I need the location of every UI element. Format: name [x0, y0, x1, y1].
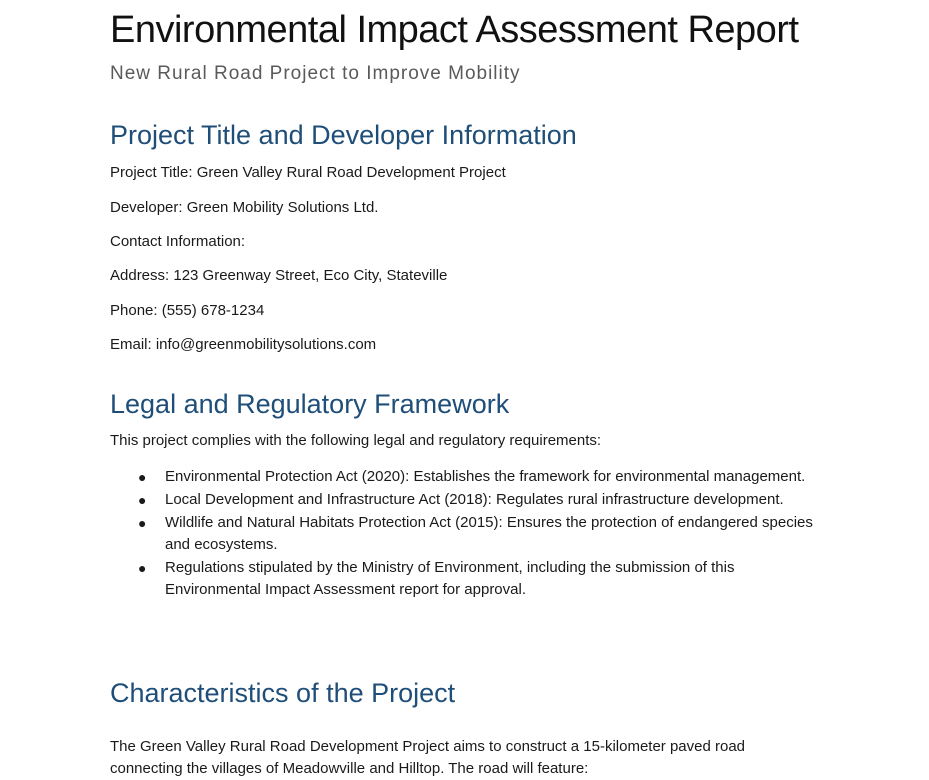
contact-info-label: Contact Information: — [110, 233, 246, 250]
list-item — [138, 489, 830, 511]
phone-line: Phone: (555) 678-1234 — [110, 302, 265, 319]
list-item — [138, 557, 830, 601]
characteristics-paragraph: The Green Valley Rural Road Development Project aims to construct a 15-kilometer paved road connecting the villages of Meadowville and Hilltop. The road will feature: — [110, 738, 746, 777]
list-item — [138, 466, 830, 488]
list-item-text: Regulations stipulated by the Ministry of Environment, including the submission of this Environmental Impact Assessment report for approval. — [165, 559, 735, 598]
list-item-text: Local Development and Infrastructure Act (2018): Regulates rural infrastructure development. — [165, 491, 784, 508]
list-item-text: Wildlife and Natural Habitats Protection Act (2015): Ensures the protection of endangered species and ecosystems. — [165, 514, 813, 553]
document-page — [110, 0, 830, 777]
email-line: Email: info@greenmobilitysolutions.com — [110, 336, 377, 353]
project-title-line: Project Title: Green Valley Rural Road Development Project — [110, 164, 506, 181]
section-heading-project-info: Project Title and Developer Information — [110, 120, 577, 150]
bullet-icon: ● — [138, 469, 147, 485]
developer-line: Developer: Green Mobility Solutions Ltd. — [110, 199, 379, 216]
bullet-icon: ● — [138, 492, 147, 508]
document-title: Environmental Impact Assessment Report — [110, 9, 799, 51]
legal-requirements-list — [110, 466, 830, 602]
section-heading-legal: Legal and Regulatory Framework — [110, 389, 510, 419]
address-line: Address: 123 Greenway Street, Eco City, Stateville — [110, 267, 448, 284]
list-item-text: Environmental Protection Act (2020): Establishes the framework for environmental management. — [165, 468, 806, 485]
section-heading-characteristics: Characteristics of the Project — [110, 678, 456, 708]
bullet-icon: ● — [138, 560, 147, 576]
document-subtitle: New Rural Road Project to Improve Mobility — [110, 63, 521, 84]
legal-intro: This project complies with the following legal and regulatory requirements: — [110, 432, 602, 449]
bullet-icon: ● — [138, 515, 147, 531]
list-item — [138, 512, 830, 556]
